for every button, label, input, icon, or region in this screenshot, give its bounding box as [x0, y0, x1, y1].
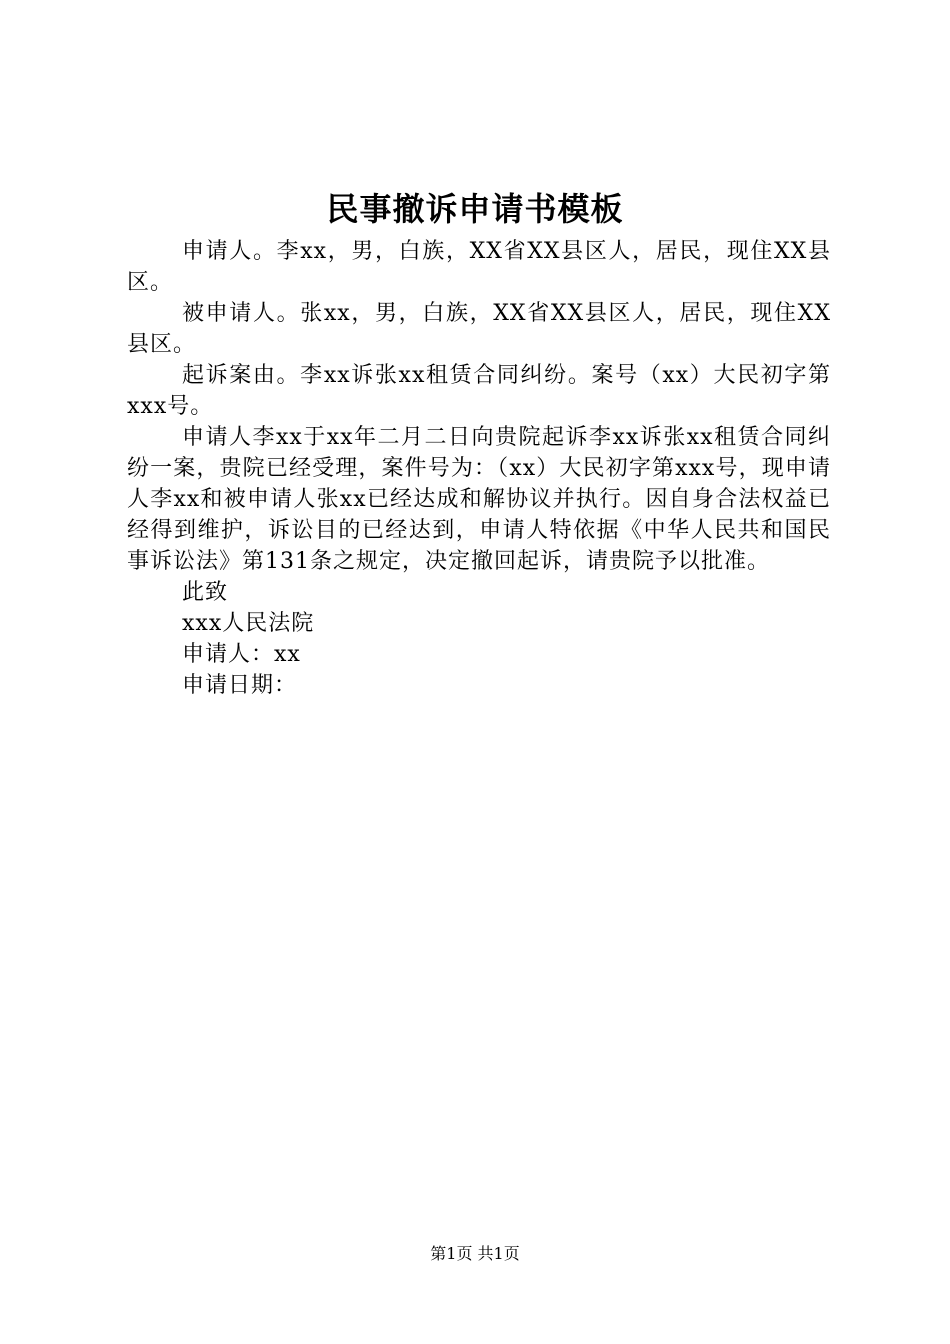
closing-date: 申请日期： — [182, 673, 298, 698]
paragraph-respondent: 被申请人。张xx，男，白族，XX省XX县区人，居民，现住XX县区。 — [127, 301, 831, 357]
paragraph-statement: 申请人李xx于xx年二月二日向贵院起诉李xx诉张xx租赁合同纠纷一案，贵院已经受理，案件号为：（xx）大民初字第xxx号，现申请人李xx和被申请人张xx已经达成和解协议并执行。因自身合法权益已经得到维护，诉讼目的已经达到，申请人特依据《中华人民共和国民事诉讼法》第131条之规定，决定撤回起诉，请贵院予以批准。 — [127, 425, 831, 574]
document-title: 民事撤诉申请书模板 — [326, 190, 624, 228]
closing-applicant: 申请人：xx — [182, 642, 301, 667]
paragraph-cause: 起诉案由。李xx诉张xx租赁合同纠纷。案号（xx）大民初字第xxx号。 — [127, 363, 831, 419]
closing-salutation: 此致 — [182, 580, 229, 605]
document-body — [127, 236, 831, 701]
paragraph-applicant: 申请人。李xx，男，白族，XX省XX县区人，居民，现住XX县区。 — [127, 239, 831, 295]
page-footer: 第1页 共1页 — [430, 1244, 520, 1263]
closing-recipient: xxx人民法院 — [182, 611, 315, 636]
